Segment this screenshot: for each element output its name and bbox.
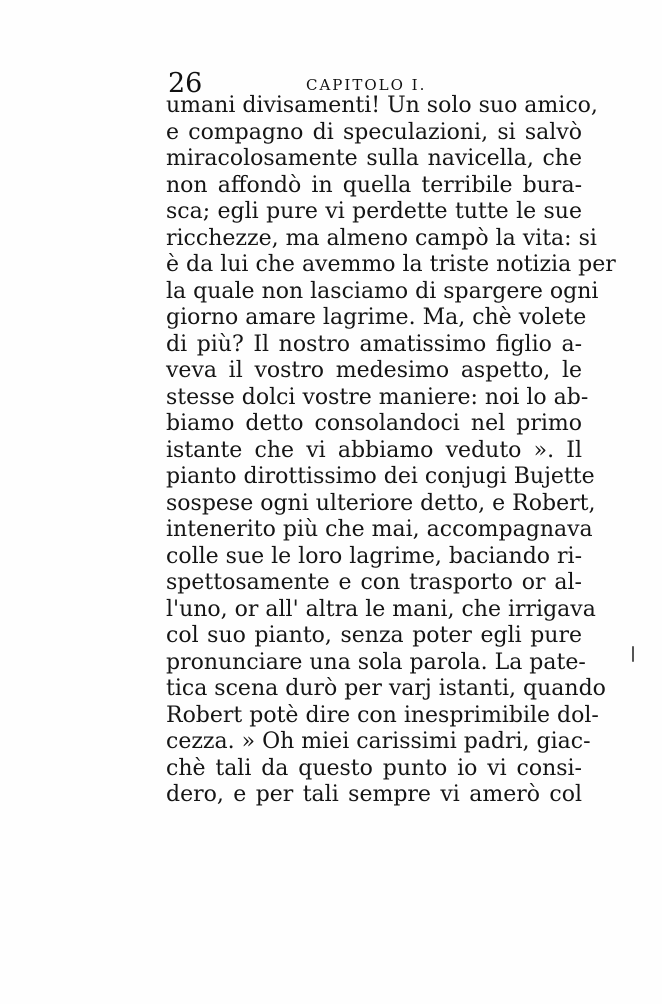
text-line: cezza. » Oh miei carissimi padri, giac- [166,729,591,754]
text-line: colle sue le loro lagrime, baciando ri- [166,543,583,569]
text-line: stesse dolci vostre maniere: noi lo ab- [166,384,589,410]
text-line: dero, e per tali sempre vi amerò col [166,782,582,807]
text-line: ricchezze, ma almeno campò la vita: si [166,225,597,251]
text-line: umani divisamenti! Un solo suo amico, [166,93,598,118]
text-line: spettosamente e con trasporto or al- [166,570,582,595]
text-line: l'uno, or all' altra le mani, che irrigava [166,596,596,622]
text-line: pianto dirottissimo dei conjugi Bujette [166,464,595,489]
text-line: è da lui che avemmo la triste notizia per [166,252,616,277]
page-number: 26 [168,68,203,99]
chapter-title: CAPITOLO I. [306,76,427,94]
margin-mark [632,646,634,662]
text-line: miracolosamente sulla navicella, che [166,146,582,171]
text-line: biamo detto consolandoci nel primo [166,411,582,436]
text-line: tica scena durò per varj istanti, quando [166,676,606,701]
text-line: chè tali da questo punto io vi consi- [166,755,582,781]
text-line: sospese ogni ulteriore detto, e Robert, [166,490,596,516]
text-line: pronunciare una sola parola. La pate- [166,649,586,675]
text-line: di più? Il nostro amatissimo figlio a- [166,331,582,357]
text-line: e compagno di speculazioni, si salvò [166,119,582,145]
text-line: istante che vi abbiamo veduto ». Il [166,437,582,463]
text-line: la quale non lasciamo di spargere ogni [166,278,599,304]
text-line: Robert potè dire con inesprimibile dol- [166,702,599,728]
text-line: giorno amare lagrime. Ma, chè volete [166,305,587,330]
text-line: non affondò in quella terribile bura- [166,172,582,198]
text-line: intenerito più che mai, accompagnava [166,517,593,542]
text-line: veva il vostro medesimo aspetto, le [166,358,582,383]
text-line: sca; egli pure vi perdette tutte le sue [166,199,582,224]
text-line: col suo pianto, senza poter egli pure [166,623,582,648]
body-text [166,93,616,809]
